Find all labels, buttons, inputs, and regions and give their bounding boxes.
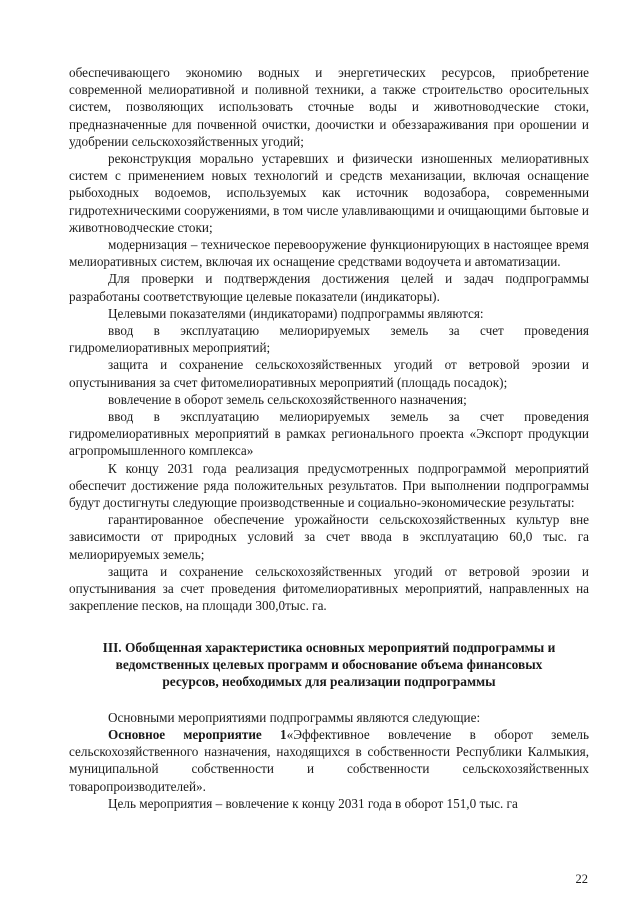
paragraph: реконструкция морально устаревших и физически изношенных мелиоративных систем с применением новых технологий и средств механизации, включая оснащение рыбоходных водоемов, используемых как источник водозабора, современными гидротехническими сооружениями, в том числе улавливающими и очищающими бытовые и животноводческие стоки; <box>69 151 589 235</box>
document-page <box>69 64 589 812</box>
paragraph-last: Цель мероприятия – вовлечение к концу 2031 года в оборот 151,0 тыс. га <box>108 795 518 811</box>
page-number: 22 <box>575 872 588 886</box>
paragraph: ввод в эксплуатацию мелиорируемых земель за счет проведения гидромелиоративных мероприятий в рамках регионального проекта «Экспорт продукции агропромышленного комплекса» <box>69 409 589 459</box>
paragraph: Целевыми показателями (индикаторами) подпрограммы являются: <box>108 305 484 321</box>
paragraph-intro: Основными мероприятиями подпрограммы являются следующие: <box>108 709 481 725</box>
paragraph: гарантированное обеспечение урожайности сельскохозяйственных культур вне зависимости от природных условий за счет ввода в эксплуатацию 60,0 тыс. га мелиорируемых земель; <box>69 512 589 562</box>
main-event-text: «Эффективное вовлечение в оборот земель сельскохозяйственного назначения, находящихся в собственности Республики Калмыкия, муниципальной собственности и собственности сельскохозяйственных товаропроизводителей». <box>69 726 589 794</box>
paragraph: ввод в эксплуатацию мелиорируемых земель за счет проведения гидромелиоративных мероприятий; <box>69 323 589 356</box>
main-event-label: Основное мероприятие 1 <box>108 726 287 742</box>
paragraph: вовлечение в оборот земель сельскохозяйственного назначения; <box>108 391 467 407</box>
paragraph: защита и сохранение сельскохозяйственных угодий от ветровой эрозии и опустынивания за счет проведения фитомелиоративных мероприятий, направленных на закрепление песков, на площади 300,0тыс. га. <box>69 563 589 614</box>
paragraph-main-event <box>69 726 589 795</box>
section-heading: III. Обобщенная характеристика основных мероприятий подпрограммы и ведомственных целевых программ и обоснование объема финансовых ресурсов, необходимых для реализации подпрограммы <box>102 639 556 690</box>
paragraph: модернизация – техническое перевооружение функционирующих в настоящее время мелиоративных систем, включая их оснащение средствами водоучета и автоматизации. <box>69 237 589 270</box>
paragraphs-top <box>69 64 589 615</box>
paragraph: обеспечивающего экономию водных и энергетических ресурсов, приобретение современной мелиоративной и поливной техники, а также строительство оросительных систем, позволяющих использовать сточные воды и животноводческие стоки, предназначенные для почвенной очистки, доочистки и обеззараживания при орошении и удобрении сельскохозяйственных угодий; <box>69 65 589 149</box>
paragraph: Для проверки и подтверждения достижения целей и задач подпрограммы разработаны соответствующие целевые показатели (индикаторы). <box>69 271 589 304</box>
paragraph: защита и сохранение сельскохозяйственных угодий от ветровой эрозии и опустынивания за счет фитомелиоративных мероприятий (площадь посадок); <box>69 357 589 390</box>
paragraph: К концу 2031 года реализация предусмотренных подпрограммой мероприятий обеспечит достижение ряда положительных результатов. При выполнении подпрограммы будут достигнуты следующие производственные и социально-экономические результаты: <box>69 460 589 511</box>
